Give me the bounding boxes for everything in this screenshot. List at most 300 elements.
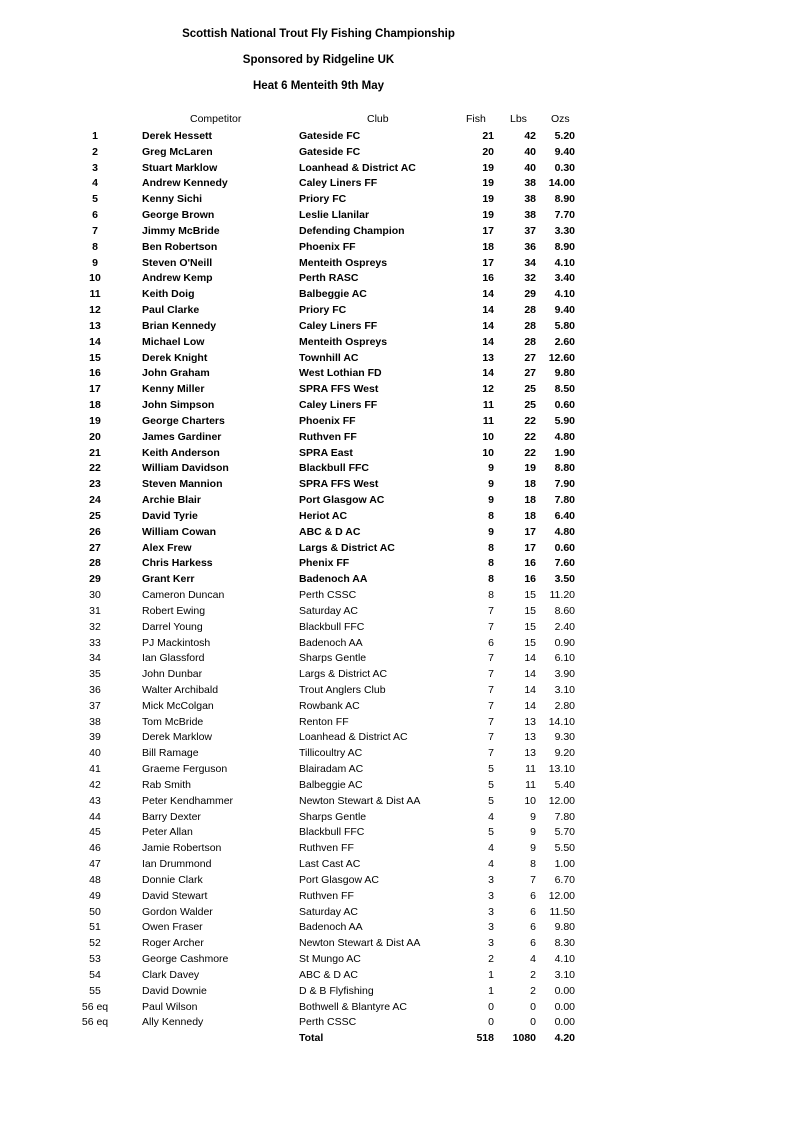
- position-cell: 23: [89, 478, 101, 491]
- position-cell: 10: [89, 272, 101, 285]
- position-cell: 27: [89, 541, 101, 554]
- competitor-cell: Kenny Sichi: [142, 193, 203, 206]
- lbs-cell: 15: [524, 636, 536, 649]
- table-row: [0, 920, 807, 936]
- club-cell: Leslie Llanilar: [299, 209, 370, 222]
- table-row: [0, 651, 807, 667]
- competitor-cell: William Davidson: [142, 462, 229, 475]
- table-row: [0, 224, 807, 240]
- ozs-cell: 9.80: [554, 367, 575, 380]
- club-cell: Ruthven FF: [299, 889, 354, 902]
- fish-cell: 14: [482, 335, 494, 348]
- fish-cell: 14: [482, 304, 494, 317]
- lbs-cell: 19: [524, 462, 536, 475]
- competitor-cell: Derek Marklow: [142, 731, 213, 744]
- table-row: [0, 889, 807, 905]
- fish-cell: 0: [488, 1000, 494, 1013]
- fish-cell: 11: [482, 399, 494, 412]
- ozs-cell: 7.80: [554, 810, 575, 823]
- fish-cell: 3: [488, 905, 494, 918]
- fish-cell: 20: [482, 145, 494, 158]
- fish-cell: 9: [488, 525, 494, 538]
- club-cell: Blairadam AC: [299, 763, 364, 776]
- lbs-cell: 0: [530, 1016, 536, 1029]
- competitor-cell: Alex Frew: [142, 541, 192, 554]
- club-cell: Menteith Ospreys: [299, 256, 388, 269]
- ozs-cell: 11.50: [549, 905, 575, 918]
- table-row: [0, 762, 807, 778]
- fish-cell: 19: [482, 209, 494, 222]
- competitor-cell: Chris Harkess: [142, 557, 213, 570]
- lbs-cell: 22: [524, 414, 536, 427]
- fish-cell: 8: [488, 557, 494, 570]
- table-row: [0, 936, 807, 952]
- ozs-cell: 3.50: [554, 573, 575, 586]
- fish-cell: 3: [488, 937, 494, 950]
- position-cell: 3: [92, 161, 98, 174]
- ozs-cell: 12.00: [548, 794, 575, 807]
- competitor-cell: Derek Knight: [142, 351, 208, 364]
- competitor-cell: Bill Ramage: [142, 747, 199, 760]
- lbs-cell: 15: [524, 620, 536, 633]
- club-cell: ABC & D AC: [299, 525, 361, 538]
- competitor-cell: Clark Davey: [142, 968, 200, 981]
- fish-cell: 9: [488, 462, 494, 475]
- position-cell: 32: [89, 620, 101, 633]
- club-cell: Phoenix FF: [299, 240, 356, 253]
- page-title: Scottish National Trout Fly Fishing Championship: [182, 28, 455, 40]
- fish-cell: 5: [488, 826, 494, 839]
- position-cell: 48: [89, 873, 101, 886]
- lbs-cell: 14: [524, 668, 536, 681]
- table-row: [0, 335, 807, 351]
- position-cell: 1: [92, 130, 98, 142]
- ozs-cell: 0.00: [554, 984, 575, 997]
- table-row: [0, 794, 807, 810]
- table-row: [0, 477, 807, 493]
- total-label: Total: [299, 1032, 324, 1045]
- lbs-cell: 6: [530, 921, 536, 934]
- competitor-cell: Grant Kerr: [142, 573, 195, 586]
- lbs-cell: 11: [525, 778, 536, 791]
- header-competitor: Competitor: [190, 113, 242, 125]
- fish-cell: 5: [488, 794, 494, 807]
- position-cell: 55: [89, 984, 101, 997]
- club-cell: Sharps Gentle: [299, 652, 367, 665]
- position-cell: 8: [92, 240, 98, 253]
- lbs-cell: 38: [524, 193, 536, 206]
- fish-cell: 17: [482, 224, 494, 237]
- fish-cell: 7: [488, 715, 494, 728]
- club-cell: West Lothian FD: [299, 367, 382, 380]
- lbs-cell: 28: [524, 319, 536, 332]
- table-row: [0, 461, 807, 477]
- ozs-cell: 0.60: [554, 541, 575, 554]
- ozs-cell: 9.20: [554, 747, 575, 760]
- club-cell: ABC & D AC: [299, 968, 358, 981]
- lbs-cell: 42: [524, 130, 536, 142]
- position-cell: 20: [89, 430, 101, 443]
- table-row: [0, 319, 807, 335]
- table-row: [0, 730, 807, 746]
- position-cell: 15: [89, 351, 101, 364]
- table-row: [0, 952, 807, 968]
- ozs-cell: 5.50: [554, 842, 575, 855]
- ozs-cell: 0.00: [554, 1016, 575, 1029]
- position-cell: 6: [92, 209, 98, 222]
- table-row: [0, 192, 807, 208]
- club-cell: Priory FC: [299, 193, 347, 206]
- ozs-cell: 7.80: [554, 494, 575, 507]
- ozs-cell: 8.90: [554, 240, 575, 253]
- club-cell: Blackbull FFC: [299, 620, 365, 633]
- table-row: [0, 366, 807, 382]
- club-cell: D & B Flyfishing: [299, 984, 374, 997]
- club-cell: Menteith Ospreys: [299, 335, 388, 348]
- fish-cell: 3: [488, 873, 494, 886]
- competitor-cell: Barry Dexter: [142, 810, 201, 823]
- competitor-cell: Andrew Kemp: [142, 272, 213, 285]
- lbs-cell: 7: [530, 873, 536, 886]
- position-cell: 26: [89, 525, 101, 538]
- lbs-cell: 37: [524, 224, 536, 237]
- club-cell: Newton Stewart & Dist AA: [299, 937, 421, 950]
- position-cell: 2: [92, 145, 98, 158]
- competitor-cell: Greg McLaren: [142, 145, 213, 158]
- club-cell: Badenoch AA: [299, 636, 363, 649]
- competitor-cell: Paul Wilson: [142, 1000, 198, 1013]
- competitor-cell: Darrel Young: [142, 620, 203, 633]
- lbs-cell: 36: [524, 240, 536, 253]
- table-row: [0, 287, 807, 303]
- competitor-cell: David Stewart: [142, 889, 208, 902]
- position-cell: 30: [89, 589, 101, 602]
- lbs-cell: 28: [524, 335, 536, 348]
- table-row: [0, 636, 807, 652]
- position-cell: 56 eq: [81, 1000, 109, 1013]
- position-cell: 44: [89, 810, 101, 823]
- table-row: [0, 161, 807, 177]
- lbs-cell: 13: [524, 715, 536, 728]
- ozs-cell: 1.90: [554, 446, 575, 459]
- table-row: [0, 1000, 807, 1016]
- competitor-cell: Rab Smith: [142, 778, 192, 791]
- club-cell: Phoenix FF: [299, 414, 356, 427]
- position-cell: 42: [89, 778, 101, 791]
- ozs-cell: 4.80: [554, 525, 575, 538]
- position-cell: 43: [89, 794, 101, 807]
- ozs-cell: 8.90: [554, 193, 575, 206]
- club-cell: Caley Liners FF: [299, 399, 378, 412]
- ozs-cell: 14.00: [548, 177, 575, 190]
- ozs-cell: 6.10: [554, 652, 575, 665]
- fish-cell: 7: [488, 620, 494, 633]
- fish-cell: 14: [482, 288, 494, 301]
- table-row: [0, 414, 807, 430]
- header-club: Club: [367, 113, 389, 125]
- fish-cell: 19: [482, 177, 494, 190]
- table-row: [0, 778, 807, 794]
- table-row: [0, 1015, 807, 1031]
- table-row: [0, 541, 807, 557]
- lbs-cell: 2: [530, 984, 536, 997]
- competitor-cell: Jimmy McBride: [142, 224, 220, 237]
- competitor-cell: Paul Clarke: [142, 304, 200, 317]
- lbs-cell: 14: [524, 652, 536, 665]
- fish-cell: 3: [488, 921, 494, 934]
- total-lbs: 1080: [512, 1032, 536, 1045]
- club-cell: Townhill AC: [299, 351, 359, 364]
- club-cell: Caley Liners FF: [299, 319, 378, 332]
- ozs-cell: 4.80: [554, 430, 575, 443]
- ozs-cell: 11.20: [549, 589, 575, 602]
- competitor-cell: Ally Kennedy: [142, 1016, 204, 1029]
- ozs-cell: 8.30: [554, 937, 575, 950]
- competitor-cell: David Tyrie: [142, 509, 198, 522]
- competitor-cell: Cameron Duncan: [142, 589, 225, 602]
- ozs-cell: 9.80: [554, 921, 575, 934]
- competitor-cell: Stuart Marklow: [142, 161, 218, 174]
- total-ozs: 4.20: [554, 1032, 575, 1045]
- competitor-cell: Gordon Walder: [142, 905, 213, 918]
- fish-cell: 7: [488, 731, 494, 744]
- table-row: [0, 256, 807, 272]
- table-row: [0, 208, 807, 224]
- ozs-cell: 9.40: [554, 145, 575, 158]
- lbs-cell: 22: [524, 446, 536, 459]
- ozs-cell: 9.40: [554, 304, 575, 317]
- fish-cell: 6: [488, 636, 494, 649]
- competitor-cell: Ian Glassford: [142, 652, 205, 665]
- club-cell: Perth CSSC: [299, 589, 357, 602]
- ozs-cell: 3.30: [554, 224, 575, 237]
- position-cell: 9: [92, 256, 98, 269]
- table-row: [0, 572, 807, 588]
- position-cell: 56 eq: [81, 1016, 109, 1029]
- club-cell: Perth RASC: [299, 272, 359, 285]
- table-row: [0, 873, 807, 889]
- competitor-cell: Donnie Clark: [142, 873, 203, 886]
- position-cell: 39: [89, 731, 101, 744]
- position-cell: 19: [89, 414, 101, 427]
- ozs-cell: 14.10: [548, 715, 575, 728]
- competitor-cell: PJ Mackintosh: [142, 636, 211, 649]
- club-cell: Priory FC: [299, 304, 347, 317]
- table-row: [0, 398, 807, 414]
- ozs-cell: 5.90: [554, 414, 575, 427]
- lbs-cell: 38: [524, 209, 536, 222]
- club-cell: Badenoch AA: [299, 921, 363, 934]
- lbs-cell: 15: [524, 604, 536, 617]
- ozs-cell: 7.70: [554, 209, 575, 222]
- position-cell: 52: [89, 937, 101, 950]
- position-cell: 21: [89, 446, 101, 459]
- club-cell: SPRA FFS West: [299, 478, 379, 491]
- table-row: [0, 810, 807, 826]
- fish-cell: 8: [488, 589, 494, 602]
- table-row: [0, 604, 807, 620]
- competitor-cell: Ben Robertson: [142, 240, 218, 253]
- position-cell: 41: [89, 763, 101, 776]
- club-cell: St Mungo AC: [299, 953, 361, 966]
- competitor-cell: Steven Mannion: [142, 478, 223, 491]
- table-row: [0, 715, 807, 731]
- lbs-cell: 27: [524, 351, 536, 364]
- fish-cell: 8: [488, 573, 494, 586]
- header-lbs: Lbs: [510, 113, 527, 125]
- competitor-cell: George Brown: [142, 209, 215, 222]
- lbs-cell: 9: [530, 842, 536, 855]
- table-row: [0, 271, 807, 287]
- competitor-cell: James Gardiner: [142, 430, 222, 443]
- ozs-cell: 4.10: [554, 256, 575, 269]
- competitor-cell: David Downie: [142, 984, 207, 997]
- club-cell: Caley Liners FF: [299, 177, 378, 190]
- ozs-cell: 3.90: [554, 668, 575, 681]
- lbs-cell: 29: [524, 288, 536, 301]
- position-cell: 11: [89, 288, 101, 301]
- club-cell: Loanhead & District AC: [299, 161, 416, 174]
- table-row: [0, 699, 807, 715]
- club-cell: Trout Anglers Club: [299, 683, 386, 696]
- lbs-cell: 2: [530, 968, 536, 981]
- club-cell: Largs & District AC: [299, 541, 395, 554]
- competitor-cell: Michael Low: [142, 335, 205, 348]
- position-cell: 34: [89, 652, 101, 665]
- club-cell: Blackbull FFC: [299, 462, 370, 475]
- lbs-cell: 28: [524, 304, 536, 317]
- header-ozs: Ozs: [551, 113, 570, 125]
- ozs-cell: 5.80: [554, 319, 575, 332]
- table-row: [0, 446, 807, 462]
- club-cell: Balbeggie AC: [299, 288, 367, 301]
- club-cell: Ruthven FF: [299, 430, 357, 443]
- position-cell: 33: [89, 636, 101, 649]
- lbs-cell: 34: [524, 256, 536, 269]
- lbs-cell: 22: [524, 430, 536, 443]
- fish-cell: 17: [482, 256, 494, 269]
- lbs-cell: 18: [524, 478, 536, 491]
- fish-cell: 4: [488, 810, 494, 823]
- competitor-cell: Graeme Ferguson: [142, 763, 228, 776]
- fish-cell: 2: [488, 953, 494, 966]
- fish-cell: 10: [482, 430, 494, 443]
- position-cell: 22: [89, 462, 101, 475]
- ozs-cell: 12.60: [548, 351, 575, 364]
- fish-cell: 7: [488, 604, 494, 617]
- fish-cell: 4: [488, 842, 494, 855]
- lbs-cell: 13: [524, 731, 536, 744]
- competitor-cell: Derek Hessett: [142, 130, 213, 142]
- competitor-cell: Kenny Miller: [142, 383, 205, 396]
- position-cell: 51: [89, 921, 101, 934]
- position-cell: 37: [89, 699, 101, 712]
- lbs-cell: 17: [524, 525, 536, 538]
- club-cell: Badenoch AA: [299, 573, 368, 586]
- table-row: [0, 683, 807, 699]
- position-cell: 28: [89, 557, 101, 570]
- ozs-cell: 4.10: [554, 288, 575, 301]
- competitor-cell: Tom McBride: [142, 715, 204, 728]
- lbs-cell: 8: [530, 858, 536, 871]
- fish-cell: 1: [488, 968, 494, 981]
- fish-cell: 19: [482, 161, 494, 174]
- fish-cell: 7: [488, 683, 494, 696]
- position-cell: 17: [89, 383, 101, 396]
- club-cell: Renton FF: [299, 715, 349, 728]
- ozs-cell: 8.60: [554, 604, 575, 617]
- lbs-cell: 25: [524, 399, 536, 412]
- position-cell: 18: [89, 399, 101, 412]
- position-cell: 54: [89, 968, 101, 981]
- fish-cell: 4: [488, 858, 494, 871]
- ozs-cell: 2.40: [554, 620, 575, 633]
- position-cell: 40: [89, 747, 101, 760]
- club-cell: Tillicoultry AC: [299, 747, 363, 760]
- table-row: [0, 857, 807, 873]
- lbs-cell: 9: [530, 810, 536, 823]
- lbs-cell: 0: [530, 1000, 536, 1013]
- lbs-cell: 40: [524, 145, 536, 158]
- competitor-cell: Peter Kendhammer: [142, 794, 234, 807]
- fish-cell: 5: [488, 778, 494, 791]
- position-cell: 7: [92, 224, 98, 237]
- fish-cell: 9: [488, 494, 494, 507]
- club-cell: Ruthven FF: [299, 842, 354, 855]
- table-row: [0, 303, 807, 319]
- ozs-cell: 0.90: [554, 636, 575, 649]
- ozs-cell: 6.40: [554, 509, 575, 522]
- ozs-cell: 3.10: [554, 683, 575, 696]
- lbs-cell: 4: [530, 953, 536, 966]
- club-cell: Loanhead & District AC: [299, 731, 408, 744]
- club-cell: Gateside FC: [299, 145, 361, 158]
- ozs-cell: 5.20: [554, 130, 575, 142]
- table-row: [0, 825, 807, 841]
- ozs-cell: 13.10: [548, 763, 575, 776]
- ozs-cell: 5.70: [554, 826, 575, 839]
- ozs-cell: 3.40: [554, 272, 575, 285]
- table-row: [0, 746, 807, 762]
- competitor-cell: Ian Drummond: [142, 858, 212, 871]
- fish-cell: 9: [488, 478, 494, 491]
- ozs-cell: 0.30: [554, 161, 575, 174]
- table-row: [0, 525, 807, 541]
- position-cell: 4: [92, 177, 98, 190]
- fish-cell: 8: [488, 509, 494, 522]
- position-cell: 38: [89, 715, 101, 728]
- position-cell: 49: [89, 889, 101, 902]
- competitor-cell: John Simpson: [142, 399, 215, 412]
- fish-cell: 7: [488, 747, 494, 760]
- competitor-cell: Robert Ewing: [142, 604, 206, 617]
- table-row: [0, 841, 807, 857]
- position-cell: 25: [89, 509, 101, 522]
- club-cell: Defending Champion: [299, 224, 405, 237]
- fish-cell: 14: [482, 367, 494, 380]
- position-cell: 50: [89, 905, 101, 918]
- fish-cell: 3: [488, 889, 494, 902]
- club-cell: SPRA FFS West: [299, 383, 379, 396]
- lbs-cell: 16: [524, 557, 536, 570]
- club-cell: Bothwell & Blantyre AC: [299, 1000, 407, 1013]
- table-row: [0, 905, 807, 921]
- club-cell: Rowbank AC: [299, 699, 360, 712]
- competitor-cell: Archie Blair: [142, 494, 201, 507]
- table-row: [0, 430, 807, 446]
- ozs-cell: 2.80: [554, 699, 575, 712]
- club-cell: Gateside FC: [299, 130, 361, 142]
